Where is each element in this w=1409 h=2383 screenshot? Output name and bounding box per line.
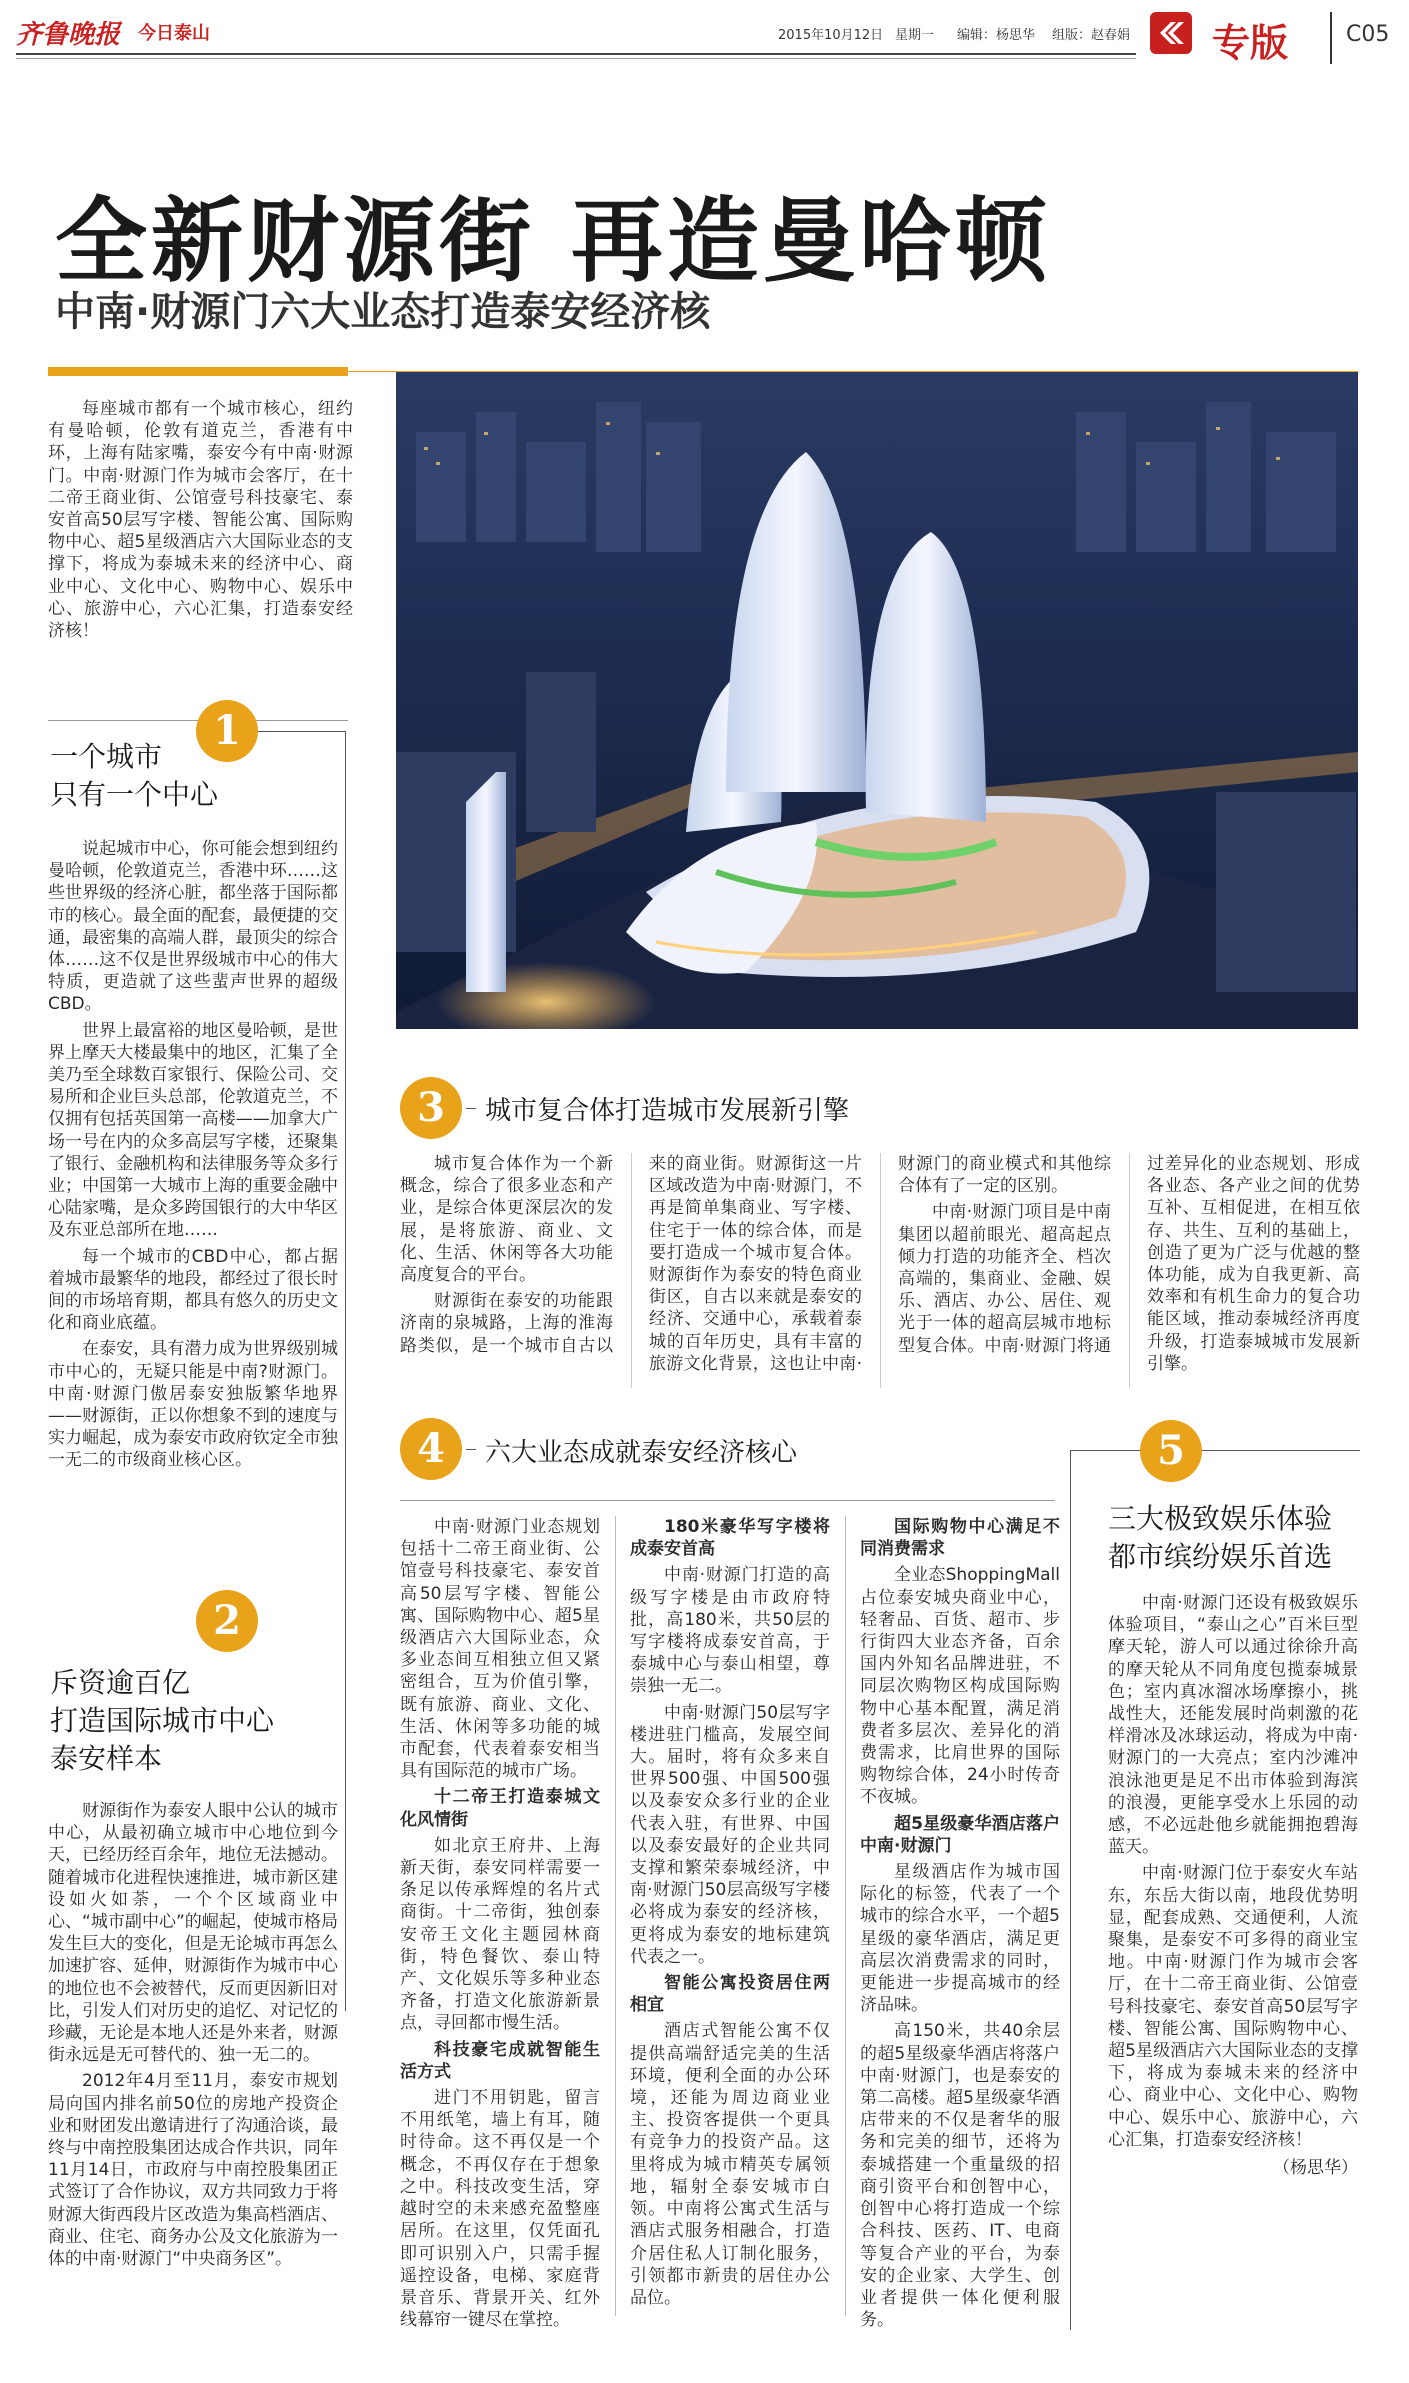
sec4-c2-para: 中南·财源门打造的高级写字楼是由市政府特批，高180米，共50层的写字楼将成泰安首高，于泰城中心与泰山相望，尊崇独一无二。 — [630, 1565, 830, 1697]
sec4-c2-para: 酒店式智能公寓不仅提供高端舒适完美的生活环境，便利全面的办公环境，还能为周边商业业主、投资客提供一个更具有竞争力的投资产品。这里将成为城市精英专属领地，辐射全泰安城市白领。中南将公寓式生活与酒店式服务相融合，打造介居住私人订制化服务，引领都市新贵的居住办公品位。 — [630, 2021, 830, 2308]
accent-bar — [48, 367, 348, 376]
sec1-connector — [255, 731, 345, 732]
sec4-col1 — [400, 1516, 600, 2335]
sec1-para: 说起城市中心，你可能会想到纽约曼哈顿，伦敦道克兰，香港中环……这些世界级的经济心脏，都坐落于国际都市的核心。最全面的配套，最便捷的交通，最密集的高端人群，最顶尖的综合体……这不仅是世界级城市中心的伟大特质，更造就了这些蜚声世界的超级CBD。 — [48, 839, 338, 1015]
sec4-c3-subhead: 超5星级豪华酒店落户中南·财源门 — [860, 1813, 1060, 1856]
sec5-title-line2: 都市缤纷娱乐首选 — [1108, 1540, 1333, 1573]
section-label: 专版 — [1212, 21, 1289, 65]
sec4-c1-subhead: 科技豪宅成就智能生活方式 — [400, 2039, 600, 2082]
sec1-para: 每一个城市的CBD中心，都占据着城市最繁华的地段，都经过了很长时间的市场培育期，都具有悠久的历史文化和商业底蕴。 — [48, 1246, 338, 1334]
sec4-c1-para: 中南·财源门业态规划包括十二帝王商业街、公馆壹号科技豪宅、泰安首高50层写字楼、智能公寓、国际购物中心、超5星级酒店六大国际业态，众多业态间互相独立但又紧密组合，互为价值引擎，既有旅游、商业、文化、生活、休闲等多功能的城市配套，代表着泰安相当具有国际范的城市广场。 — [400, 1517, 600, 1782]
page-headline: 全新财源街 再造曼哈顿 — [55, 188, 1052, 295]
sec3-para: 财源街在泰安的功能跟济南的泉城路，上海的淮海路类似，是一个城市自古以来的商业街。财源街这一片区域改造为中南·财源门，不再是简单集商业、写字楼、住宅于一体的综合体，而是要打造成一个城市复合体。财源街作为泰安的特色商业街区，自古以来就是泰安的经济、交通中心，承载着泰城的百年历史，具有丰富的旅游文化背景，这也让中南·财源门的商业模式和其他综合体有了一定的区别。 — [400, 1154, 1111, 1374]
masthead-date: 2015年10月12日 — [778, 28, 884, 43]
page-divider-line — [1330, 12, 1332, 64]
sec4-c1-para: 如北京王府井、上海新天街，泰安同样需要一条足以传承辉煌的名片式商街。十二帝街，独创泰安帝王文化主题园林商街，特色餐饮、泰山特产、文化娱乐等多种业态齐备，打造文化旅游新景点，寻回都市慢生活。 — [400, 1835, 600, 2034]
sec3-rule — [466, 1108, 476, 1109]
sec1-para: 世界上最富裕的地区曼哈顿，是世界上摩天大楼最集中的地区，汇集了全美乃至全球数百家银行、保险公司、交易所和企业巨头总部，伦敦道克兰，不仅拥有包括英国第一高楼——加拿大广场一号在内的众多高层写字楼，还聚集了银行、金融机构和法律服务等众多行业；中国第一大城市上海的重要金融中心陆家嘴，是众多跨国银行的大中华区及东亚总部所在地…… — [48, 1020, 338, 1241]
sec4-col-sep-2 — [845, 1516, 846, 2316]
sec5-para: 中南·财源门还设有极致娱乐体验项目，“泰山之心”百米巨型摩天轮，游人可以通过徐徐升高的摩天轮从不同角度包揽泰城景色；室内真冰溜冰场摩擦小，挑战性大，还能发展时尚刺激的花样滑冰及冰球运动，将成为中南·财源门的一大亮点；室内沙滩冲浪泳池更是足不出市体验到海滨的浪漫，更能享受水上乐园的动感，不必远赴他乡就能拥抱碧海蓝天。 — [1108, 1593, 1358, 1858]
sec5-para: 中南·财源门位于泰安火车站东，东岳大街以南，地段优势明显，配套成熟、交通便利，人流聚集，是泰安不可多得的商业宝地。中南·财源门作为城市会客厅，在十二帝王商业街、公馆壹号科技豪宅、泰安首高50层写字楼、智能公寓、国际购物中心、超5星级酒店六大国际业态的支撑下，将成为泰城未来的经济中心、商业中心、文化中心、购物中心、娱乐中心、旅游中心，六心汇集，打造泰安经济核！ — [1108, 1863, 1358, 2150]
masthead-editor: 编辑：杨思华 — [957, 28, 1036, 43]
sec3-para: 中南·财源门项目是中南集团以超前眼光、超高起点倾力打造的功能齐全、档次高端的，集商业、金融、娱乐、酒店、办公、居住、观光于一体的超高层城市地标型复合体。中南·财源门将通过差异化的业态规划、形成各业态、各产业之间的优势互补、互相促进，在相互依存、共生、互利的基础上，创造了更为广泛与优越的整体功能，成为自我更新、高效率和有机生命力的复合功能区域，推动泰城经济再度升级，打造泰城城市发展新引擎。 — [898, 1154, 1360, 1374]
sec1-number-badge: 1 — [196, 700, 258, 762]
sec1-title — [50, 738, 218, 814]
sec5-title-line1: 三大极致娱乐体验 — [1108, 1502, 1333, 1535]
sec3-title: 城市复合体打造城市发展新引擎 — [485, 1096, 850, 1126]
sec4-c1-subhead: 十二帝王打造泰城文化风情街 — [400, 1787, 600, 1830]
sec1-title-line1: 一个城市 — [50, 740, 163, 773]
sec2-title-line1: 斥资逾百亿 — [50, 1666, 191, 1699]
sec5-number-badge: 5 — [1140, 1420, 1202, 1482]
masthead-thin-rule — [16, 58, 1136, 59]
sec4-c3-para: 全业态ShoppingMall占位泰安城央商业中心，轻奢品、百货、超市、步行街四大业态齐备，百余国内外知名品牌进驻，不同层次购物区构成国际购物中心基本配置，满足消费者多层次、差异化的消费需求，比肩世界的国际购物综合体，24小时传奇不夜城。 — [860, 1565, 1060, 1808]
sec5-title — [1108, 1500, 1332, 1576]
sec4-col3 — [860, 1516, 1060, 2335]
sec3-para: 城市复合体作为一个新概念，综合了很多业态和产业，是综合体更深层次的发展，是将旅游、商业、文化、生活、休闲等各大功能高度复合的平台。 — [400, 1154, 613, 1286]
sec2-para: 2012年4月至11月，泰安市规划局向国内排名前50位的房地产投资企业和财团发出邀请进行了沟通洽谈，最终与中南控股集团达成合作共识，同年11月14日，市政府与中南控股集团正式签订了合作协议，双方共同致力于将财源大街西段片区改造为集高档酒店、商业、住宅、商务办公及文化旅游为一体的中南·财源门“中央商务区”。 — [48, 2071, 338, 2270]
sec5-frame-top — [1070, 1450, 1360, 1451]
section-logo-icon — [1150, 12, 1192, 54]
sec5-body — [1108, 1592, 1358, 2179]
sec2-title-line2: 打造国际城市中心 — [50, 1704, 275, 1737]
sec1-para: 在泰安，具有潜力成为世界级别城市中心的，无疑只能是中南?财源门。中南·财源门傲居泰安独版繁华地界——财源街，正以你想象不到的速度与实力崛起，成为泰安市政府钦定全市独一无二的市级商业核心区。 — [48, 1339, 338, 1471]
masthead-layout: 组版：赵春娟 — [1052, 28, 1131, 43]
masthead-weekday: 星期一 — [895, 28, 935, 43]
sec4-c3-subhead: 国际购物中心满足不同消费需求 — [860, 1517, 1060, 1560]
sec1-connector-v — [345, 731, 346, 2011]
sec4-c3-para: 星级酒店作为城市国际化的标签，代表了一个城市的综合水平，一个超5星级的豪华酒店，满足更高层次消费需求的同时，更能进一步提高城市的经济品味。 — [860, 1862, 1060, 2016]
page-subheadline: 中南·财源门六大业态打造泰安经济核 — [55, 289, 711, 335]
sec4-col-sep-1 — [615, 1516, 616, 2316]
sec4-top-rule — [400, 1500, 1055, 1501]
sec4-title: 六大业态成就泰安经济核心 — [485, 1438, 798, 1468]
sec1-body — [48, 838, 338, 1476]
sec2-para: 财源街作为泰安人眼中公认的城市中心，从最初确立城市中心地位到今天，已经历经百余年，地位无法撼动。随着城市化进程快速推进，城市新区建设如火如荼，一个个区域商业中心、“城市副中心”的崛起，使城市格局发生巨大的变化，但是无论城市再怎么加速扩容、延伸，财源街作为城市中心的地位也不会被替代，反而更因新旧对比，引发人们对历史的追忆、对记忆的珍藏，无论是本地人还是外来者，财源街永远是无可替代的、独一无二的。 — [48, 1801, 338, 2066]
sec2-body — [48, 1800, 338, 2274]
intro-paragraph: 每座城市都有一个城市核心，纽约有曼哈顿，伦敦有道克兰，香港有中环，上海有陆家嘴，泰安今有中南·财源门。中南·财源门作为城市会客厅，在十二帝王商业街、公馆壹号科技豪宅、泰安首高50层写字楼、智能公寓、国际购物中心、超5星级酒店六大国际业态的支撑下，将成为泰城未来的经济中心、商业中心、文化中心、购物中心、娱乐中心、旅游中心，六心汇集，打造泰安经济核！ — [48, 399, 353, 642]
sec4-c1-para: 进门不用钥匙，留言不用纸笔，墙上有耳，随时待命。这不再仅是一个概念，不再仅存在于想象之中。科技改变生活，穿越时空的未来感充盈整座居所。在这里，仅凭面孔即可识别入户，只需手握遥控设备，电梯、家庭背景音乐、背景开关、红外线幕帘一键尽在掌控。 — [400, 2088, 600, 2331]
sec4-c3-para: 高150米，共40余层的超5星级豪华酒店将落户中南·财源门，也是泰安的第二高楼。超5星级豪华酒店带来的不仅是奢华的服务和完美的细节，还将为泰城搭建一个重量级的招商引资平台和创智中心，创智中心将打造成一个综合科技、医药、IT、电商等复合产业的平台，为泰安的企业家、大学生、创业者提供一体化便利服务。 — [860, 2021, 1060, 2331]
sec3-number-badge: 3 — [400, 1077, 462, 1139]
sec1-title-line2: 只有一个中心 — [50, 778, 219, 811]
masthead-edition: 今日泰山 — [138, 23, 210, 44]
sec4-c2-subhead: 180米豪华写字楼将成泰安首高 — [630, 1517, 830, 1560]
masthead-rule — [16, 53, 1136, 55]
hero-rendering-image — [396, 372, 1358, 1029]
page-number: C05 — [1346, 22, 1390, 47]
masthead-paper-name: 齐鲁晚报 — [16, 20, 121, 50]
sec4-c2-para: 中南·财源门50层写字楼进驻门槛高，发展空间大。届时，将有众多来自世界500强、中国500强以及泰安众多行业的企业代表入驻，有世界、中国以及泰安最好的企业共同支撑和繁荣泰城经济，中南·财源门50层高级写字楼必将成为泰安的经济核，更将成为泰安的地标建筑代表之一。 — [630, 1702, 830, 1967]
sec5-frame-left — [1070, 1450, 1071, 2330]
sec5-byline: （杨思华） — [1273, 2158, 1358, 2179]
sec4-number-badge: 4 — [400, 1418, 462, 1480]
sec4-rule — [466, 1449, 476, 1450]
sec2-number-badge: 2 — [196, 1590, 258, 1652]
sec2-title-line3: 泰安样本 — [50, 1742, 163, 1775]
sec4-c2-subhead: 智能公寓投资居住两相宜 — [630, 1973, 830, 2016]
sec2-title — [50, 1664, 274, 1778]
sec3-body — [400, 1153, 1360, 1388]
sec4-col2 — [630, 1516, 830, 2313]
